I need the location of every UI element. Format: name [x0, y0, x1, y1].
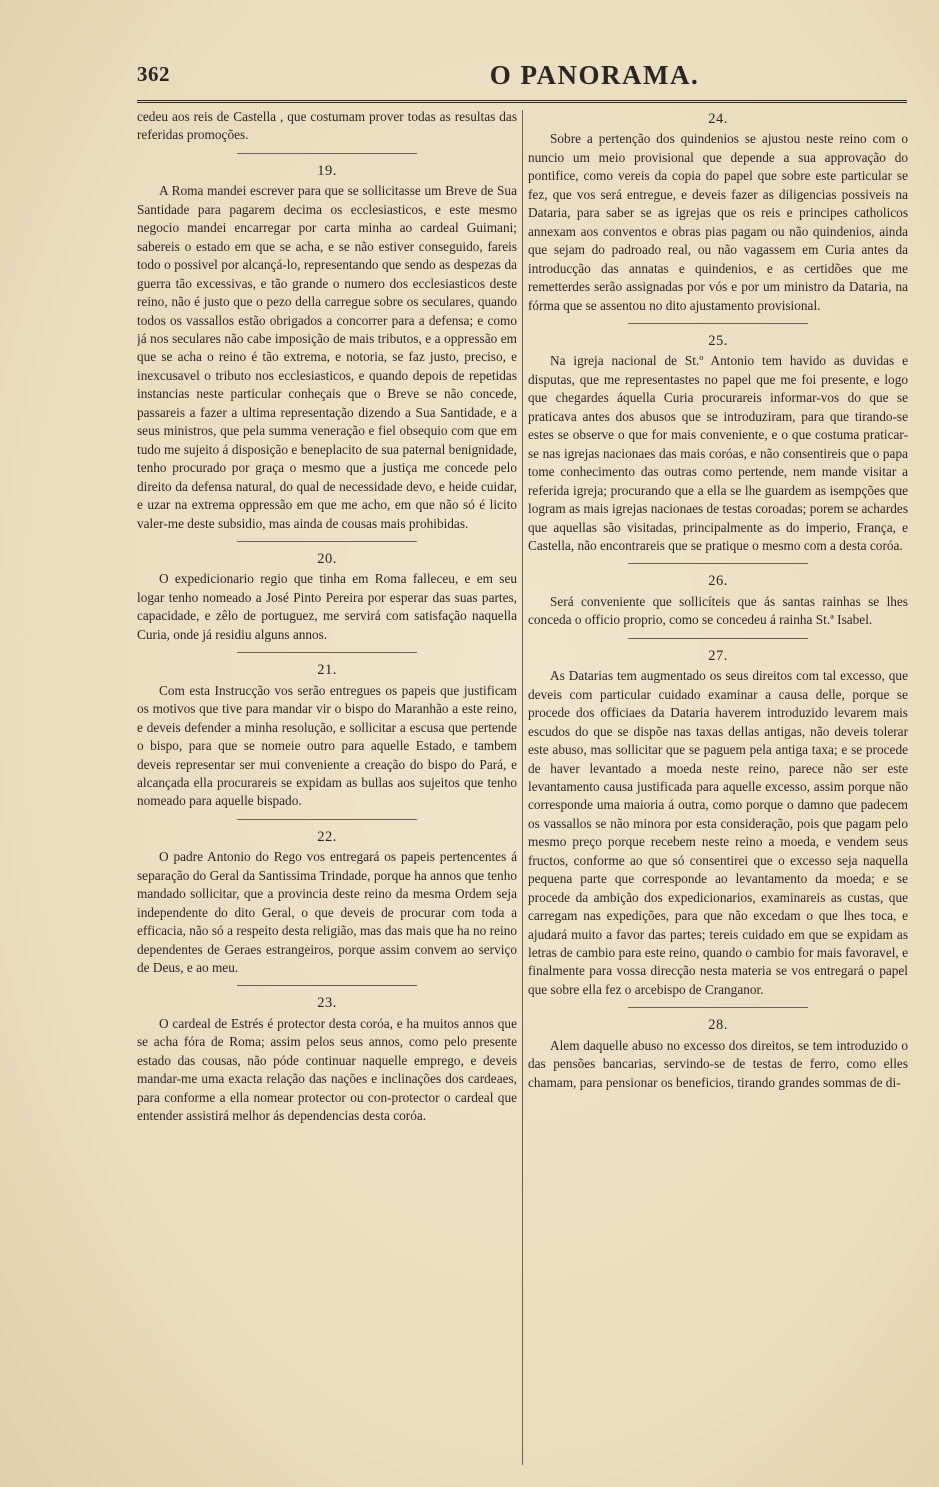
article-paragraph: Sobre a pertenção dos quindenios se ajustou neste reino com o nuncio um meio provisional que depende a sua approvação do pontifice, como vereis da copia do papel que sobre este particular se fez, que vos será entregue, e deveis fazer as diligencias possiveis na Dataria, para saber se as igrejas que os reis e principes catholicos annexam aos conventos e obras pias pagam ou não quindenios, ainda que sejam do padroado real, ou não vagassem em Curia antes da introducção das annatas e quindenios, e as certidões que me remetterdes serão assignadas por vós e por um ministro da Dataria, na fórma que se assentou no dito ajustamento provisional. — [528, 131, 908, 313]
header-rule — [137, 100, 907, 103]
article-paragraph: O cardeal de Estrés é protector desta coróa, e ha muitos annos que se acha fóra de Roma; assim pelos seus annos, como pelo presente estado das cousas, não póde continuar naquelle emprego, e deveis mandar-me uma exacta relação das nações e inclinações dos cardeaes, para conforme a ella nomear protector ou con-protector o cardeal que entender assistirá melhor ás dependencias desta coróa. — [137, 1015, 517, 1124]
article-paragraph: Com esta Instrucção vos serão entregues os papeis que justificam os motivos que tive para mandar vir o bispo do Maranhão a este reino, e deveis defender a minha resolução, e sollicitar a escusa que pertende o bispo, para que se nomeie outro para aquelle Estado, e tambem deveis representar ser mui conveniente a creação do bispo do Pará, e alcançada ella procurareis se expidam as bullas aos sujeitos que tenho nomeado para aquelle bispado. — [137, 682, 517, 809]
section-number: 28. — [708, 1017, 728, 1034]
section-number: 27. — [708, 647, 728, 664]
article-paragraph: O expedicionario regio que tinha em Roma falleceu, e em seu logar tenho nomeado a José Pinto Pereira por esperar das suas partes, capacidade, e zêlo de portuguez, me servirá com satisfação naquella Curia, onde já residiu alguns annos. — [137, 571, 517, 642]
section-number: 25. — [708, 332, 728, 349]
article-paragraph: As Datarias tem augmentado os seus direitos com tal excesso, que deveis com particular cuidado examinar a causa delle, porque se procede dos officiaes da Dataria haverem introduzido levarem mais escudos do que se dispõe nas taxas dellas antigas, não deveis tolerar este abuso, mas sollicitar que se paguem pela antiga taxa; e se procede de haver levantado a moeda neste reino, parece não ser este levantamento causa justificada para aquelle excesso, assim porque não corresponde uma maioria á outra, como porque o damno que padecem os vassallos se não minora por esta consideração, pois que pagam pelo mesmo preço porque recebem neste reino a moeda, e vendem seus fructos, conforme ao que só consentirei que o excesso seja naquella pequena parte que corresponde ao levantamento da moeda; e se procede da ambição dos expedicionarios, examinareis as custas, que carregam nas expedições, para que não excedam o que lhes toca, e ajudará muito a favor das partes; tereis cuidado em que se expidam as letras de cambio para este reino, quando o cambio for mais favoravel, e finalmente para vossa direcção nesta materia se vos entregará o papel que sobre ella fez o arcebispo de Cranganor. — [528, 668, 908, 997]
column-divider — [522, 110, 523, 1465]
page-number: 362 — [137, 62, 170, 86]
article-paragraph: A Roma mandei escrever para que se sollicitasse um Breve de Sua Santidade para pagarem decima os ecclesiasticos, e este mesmo negocio mandei encarregar por carta minha ao cardeal Guimani; sabereis o estado em que se acha, e se não estiver conseguido, fareis todo o possivel por alcançá-lo, representando que sendo as despezas da guerra tão excessivas, e tão grande o numero dos ecclesiasticos deste reino, não é justo que o pezo della carregue sobre os seculares, quando todos os vassallos estão obrigados a concorrer para a defensa; e como já nos seculares não cabe imposição de mais tributos, e a oppressão em que se acha o reino é tão extrema, e notoria, se faz justo, preciso, e inexcusavel o tributo nos ecclesiasticos, e quando depois de repetidas instancias neste particular conheçais que o Breve se não concede, passareis a fazer a ultima representação dizendo a Sua Santidade, e a seus ministros, que pela summa veneração e fiel obsequio com que em tudo me sujeito á disposição e beneplacito de sua paternal benignidade, tenho procurado por graça o mesmo que a justiça me concede pelo direito da defensa natural, do qual de necessidade devo, e heide cuidar, e uzar na extrema oppressão em que me acho, em que não só é licito valer-me deste subsidio, mas ainda de cousas mais prohibidas. — [137, 183, 517, 531]
section-divider — [237, 985, 417, 986]
section-divider — [237, 819, 417, 820]
section-number: 26. — [708, 573, 728, 590]
section-number: 24. — [708, 111, 728, 127]
section-number: 20. — [317, 550, 337, 567]
left-column — [137, 108, 517, 1468]
article-paragraph: Na igreja nacional de St.º Antonio tem havido as duvidas e disputas, que me representastes no papel que me foi presente, e logo que chegardes áquella Curia procurareis informar-vos do que se praticava antes dos abusos que se introduziram, para que tirando-se estes se observe o que for mais conveniente, e o que costuma praticar-se nas igrejas nacionaes das mais coróas, e não consentireis que o papa tome conhecimento das outras como pertende, nem mande visitar a referida igreja; procurando que a ella se lhe guardem as isempções que logram as mais igrejas nacionaes de testas coroadas; porem se achardes que aquellas são visitadas, principalmente as do imperio, França, e Castella, não encontrareis que se pratique o mesmo com a desta coróa. — [528, 353, 908, 553]
article-paragraph: cedeu aos reis de Castella , que costumam prover todas as resultas das referidas promoções. — [137, 109, 517, 143]
section-divider — [628, 563, 808, 564]
section-divider — [237, 153, 417, 154]
section-number: 19. — [317, 162, 337, 179]
article-paragraph: Será conveniente que sollicíteis que ás santas rainhas se lhes conceda o officio proprio, como se concedeu á rainha St.ª Isabel. — [528, 593, 908, 628]
section-number: 21. — [317, 662, 337, 679]
section-divider — [628, 1007, 808, 1008]
section-divider — [237, 541, 417, 542]
article-paragraph: O padre Antonio do Rego vos entregará os papeis pertencentes á separação do Geral da Santissima Trindade, porque ha annos que tenho mandado sollicitar, que a provincia deste reino da mesma Ordem seja independente do dito Geral, o que deveis de procurar com toda a efficacia, não só a respeito desta religião, mas das mais que ha no reino dependentes de Geraes estrangeiros, porque assim convem ao serviço de Deus, e ao meu. — [137, 849, 517, 976]
page-header — [137, 62, 907, 96]
section-number: 23. — [317, 995, 337, 1012]
section-divider — [237, 652, 417, 653]
journal-title: O PANORAMA. — [489, 60, 700, 90]
section-number: 22. — [317, 828, 337, 845]
right-column — [528, 108, 908, 1468]
section-divider — [628, 323, 808, 324]
article-paragraph: Alem daquelle abuso no excesso dos direitos, se tem introduzido o das pensões bancarias, servindo-se de testas de ferro, como elles chamam, para pensionar os beneficios, tirando grandes sommas de di- — [528, 1037, 908, 1090]
section-divider — [628, 638, 808, 639]
